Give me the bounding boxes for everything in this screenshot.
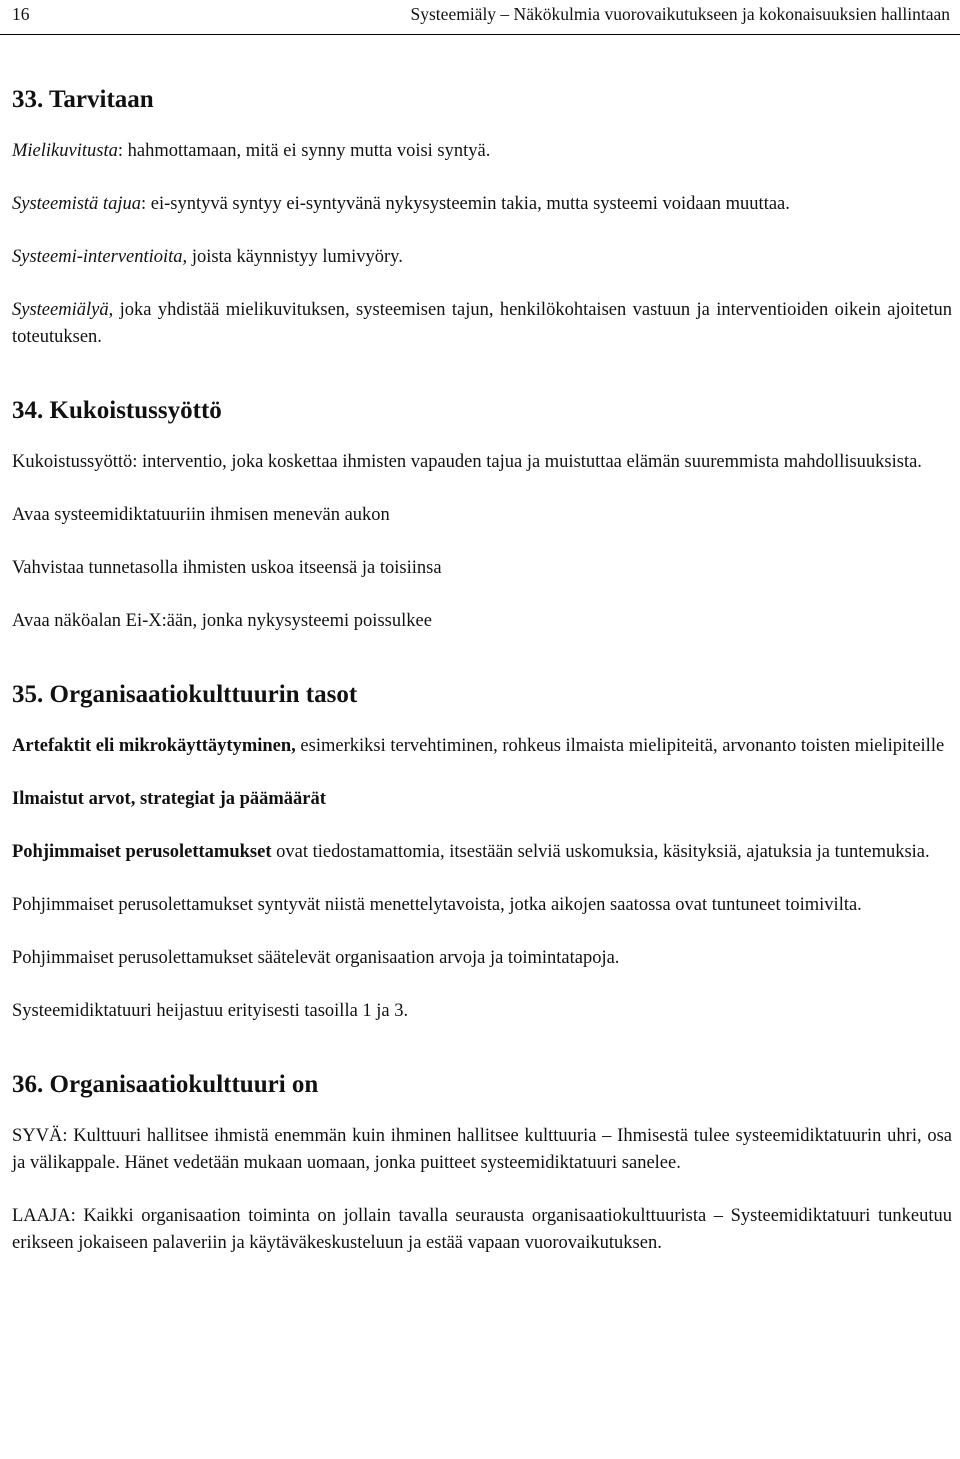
paragraph: LAAJA: Kaikki organisaation toiminta on jollain tavalla seurausta organisaatiokulttuurista – Systeemidiktatuuri tunkeutuu erikseen jokaiseen palaveriin ja käytäväkeskusteluun ja estää vapaan vuorovaikutuksen.: [12, 1206, 952, 1253]
page-header: [0, 0, 960, 35]
paragraph: Pohjimmaiset perusolettamukset säätelevät organisaation arvoja ja toimintatapoja.: [12, 948, 620, 968]
section-heading: 36. Organisaatiokulttuuri on: [12, 1071, 319, 1098]
paragraph-text: : ei-syntyvä syntyy ei-syntyvänä nykysysteemin takia, mutta systeemi voidaan muuttaa.: [140, 194, 790, 214]
section-heading: 33. Tarvitaan: [12, 86, 154, 113]
section-34: [12, 395, 952, 635]
section-heading: 35. Organisaatiokulttuurin tasot: [12, 681, 358, 708]
paragraph-text: , joka yhdistää mielikuvituksen, systeemisen tajun, henkilökohtaisen vastuun ja interventioiden oikein ajoitetun toteutuksen.: [12, 300, 952, 347]
term: Pohjimmaiset perusolettamukset: [12, 842, 272, 862]
paragraph: SYVÄ: Kulttuuri hallitsee ihmistä enemmän kuin ihminen hallitsee kulttuuria – Ihmisestä tulee systeemidiktatuurin uhri, osa ja välikappale. Hänet vedetään mukaan uomaan, jonka puitteet systeemidiktatuuri sanelee.: [12, 1126, 952, 1173]
running-title: Systeemiäly – Näkökulmia vuorovaikutukseen ja kokonaisuuksien hallintaan: [410, 4, 950, 24]
paragraph: [12, 297, 952, 351]
term: Systeemiälyä: [12, 300, 109, 320]
paragraph: [12, 138, 952, 165]
paragraph-text: : hahmottamaan, mitä ei synny mutta voisi syntyä.: [117, 141, 491, 161]
term: Systeemistä tajua: [12, 194, 141, 214]
paragraph: Avaa näköalan Ei-X:ään, jonka nykysysteemi poissulkee: [12, 611, 432, 631]
term: Systeemi-interventioita,: [12, 247, 188, 267]
term: Ilmaistut arvot, strategiat ja päämäärät: [12, 789, 326, 809]
term: Artefaktit eli mikrokäyttäytyminen,: [12, 736, 296, 756]
document-body: [12, 84, 952, 1257]
section-heading: 34. Kukoistussyöttö: [12, 397, 222, 424]
paragraph: Pohjimmaiset perusolettamukset syntyvät niistä menettelytavoista, jotka aikojen saatossa ovat tuntuneet toimivilta.: [12, 895, 862, 915]
paragraph: [12, 191, 952, 218]
paragraph-text: esimerkiksi tervehtiminen, rohkeus ilmaista mielipiteitä, arvonanto toisten mielipiteille: [295, 736, 945, 756]
page-number: 16: [12, 4, 30, 24]
paragraph: [12, 733, 952, 760]
paragraph: Kukoistussyöttö: interventio, joka koskettaa ihmisten vapauden tajua ja muistuttaa elämän suuremmista mahdollisuuksista.: [12, 452, 922, 472]
term: Mielikuvitusta: [12, 141, 118, 161]
paragraph: [12, 786, 952, 813]
paragraph: [12, 839, 952, 866]
paragraph: Systeemidiktatuuri heijastuu erityisesti tasoilla 1 ja 3.: [12, 1001, 409, 1021]
paragraph-text: joista käynnistyy lumivyöry.: [187, 247, 403, 267]
paragraph: [12, 244, 952, 271]
paragraph-text: ovat tiedostamattomia, itsestään selviä uskomuksia, käsityksiä, ajatuksia ja tuntemuksia.: [271, 842, 930, 862]
section-36: [12, 1069, 952, 1257]
paragraph: Vahvistaa tunnetasolla ihmisten uskoa itseensä ja toisiinsa: [12, 558, 442, 578]
section-35: [12, 679, 952, 1025]
paragraph: Avaa systeemidiktatuuriin ihmisen menevän aukon: [12, 505, 390, 525]
section-33: [12, 84, 952, 351]
